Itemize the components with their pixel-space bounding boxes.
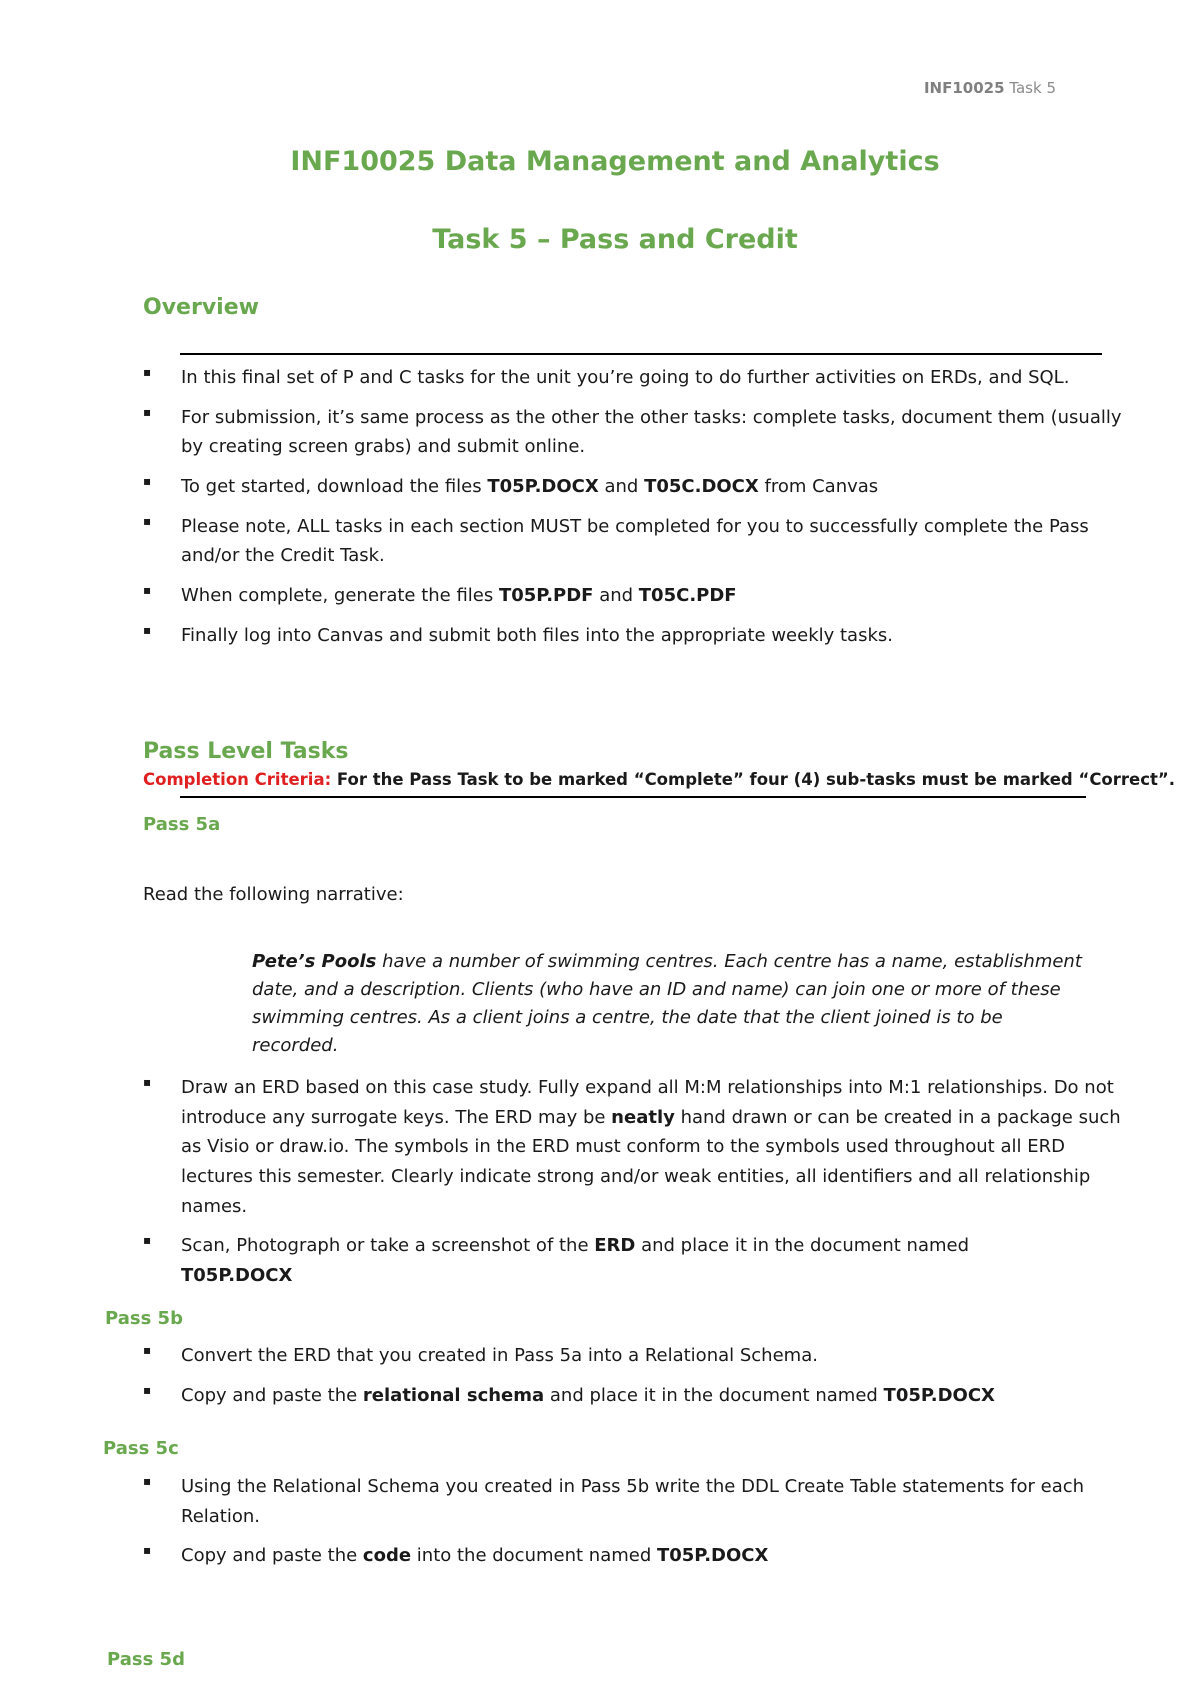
pass5b-item-2: ▪ Copy and paste the relational schema and place it in the document named T05P.DOCX: [143, 1381, 1123, 1411]
overview-heading: Overview: [143, 295, 259, 320]
pass5b-heading: Pass 5b: [105, 1308, 183, 1329]
pass5c-list: [143, 1472, 1123, 1581]
pass5c-heading: Pass 5c: [103, 1438, 179, 1459]
criteria-label: Completion Criteria:: [143, 770, 332, 789]
overview-item-4: ▪ Please note, ALL tasks in each section MUST be completed for you to successfully complete the Pass and/or the Credit Task.: [143, 512, 1123, 571]
filename: T05P.DOCX: [487, 476, 599, 498]
pass5c-item-1: ▪ Using the Relational Schema you created in Pass 5b write the DDL Create Table statements for each Relation.: [143, 1472, 1123, 1531]
document-subtitle: Task 5 – Pass and Credit: [432, 224, 798, 255]
pass5b-item-1: ▪ Convert the ERD that you created in Pass 5a into a Relational Schema.: [143, 1341, 1123, 1371]
pass5a-heading: Pass 5a: [143, 814, 221, 835]
pass5a-item-2: ▪ Scan, Photograph or take a screenshot of the ERD and place it in the document named T05P.DOCX: [143, 1231, 1123, 1290]
page-header: [924, 76, 1056, 101]
pass5d-heading: Pass 5d: [107, 1649, 185, 1670]
header-course: INF10025: [923, 79, 1005, 97]
filename: T05P.DOCX: [656, 1545, 769, 1567]
filename: T05C.DOCX: [644, 476, 759, 498]
pass5a-list: [143, 1073, 1123, 1301]
overview-item-2: ▪ For submission, it’s same process as the other the other tasks: complete tasks, document them (usually by creating screen grabs) and submit online.: [143, 403, 1123, 462]
header-task: Task 5: [1009, 79, 1056, 97]
business-name: Pete’s Pools: [252, 951, 377, 972]
overview-rule: [180, 353, 1102, 355]
pass-level-heading: Pass Level Tasks: [143, 739, 349, 764]
narrative-text: Pete’s Pools have a number of swimming centres. Each centre has a name, establishment date, and a description. Clients (who have an ID and name) can join one or more of these swimming centres. As a client joins a centre, the date that the client joined is to be recorded.: [252, 951, 1082, 1056]
overview-item-1: ▪ In this final set of P and C tasks for the unit you’re going to do further activities on ERDs, and SQL.: [143, 363, 1123, 393]
completion-criteria: [143, 766, 1175, 793]
pass5a-item-1: ▪ Draw an ERD based on this case study. Fully expand all M:M relationships into M:1 relationships. Do not introduce any surrogate keys. The ERD may be neatly hand drawn or can be created in a package such as Visio or draw.io. The symbols in the ERD must conform to the symbols used throughout all ERD lectures this semester. Clearly indicate strong and/or weak entities, all identifiers and all relationship names.: [143, 1073, 1123, 1221]
criteria-text: For the Pass Task to be marked “Complete” four (4) sub-tasks must be marked “Correct”.: [331, 770, 1176, 789]
overview-list: [143, 363, 1123, 661]
overview-item-5: ▪ When complete, generate the files T05P.PDF and T05C.PDF: [143, 581, 1123, 611]
document-title: INF10025 Data Management and Analytics: [290, 146, 940, 177]
pass5c-item-2: ▪ Copy and paste the code into the document named T05P.DOCX: [143, 1541, 1123, 1571]
filename: T05P.DOCX: [181, 1265, 293, 1287]
pass-level-rule: [180, 796, 1086, 798]
filename: T05P.DOCX: [883, 1384, 995, 1406]
pass5b-list: [143, 1341, 1123, 1420]
overview-item-3: ▪ To get started, download the files T05P.DOCX and T05C.DOCX from Canvas: [143, 472, 1123, 502]
filename: T05C.PDF: [638, 585, 737, 607]
filename: T05P.PDF: [498, 585, 594, 607]
overview-item-6: ▪ Finally log into Canvas and submit both files into the appropriate weekly tasks.: [143, 621, 1123, 651]
narrative-intro: Read the following narrative:: [143, 884, 404, 905]
